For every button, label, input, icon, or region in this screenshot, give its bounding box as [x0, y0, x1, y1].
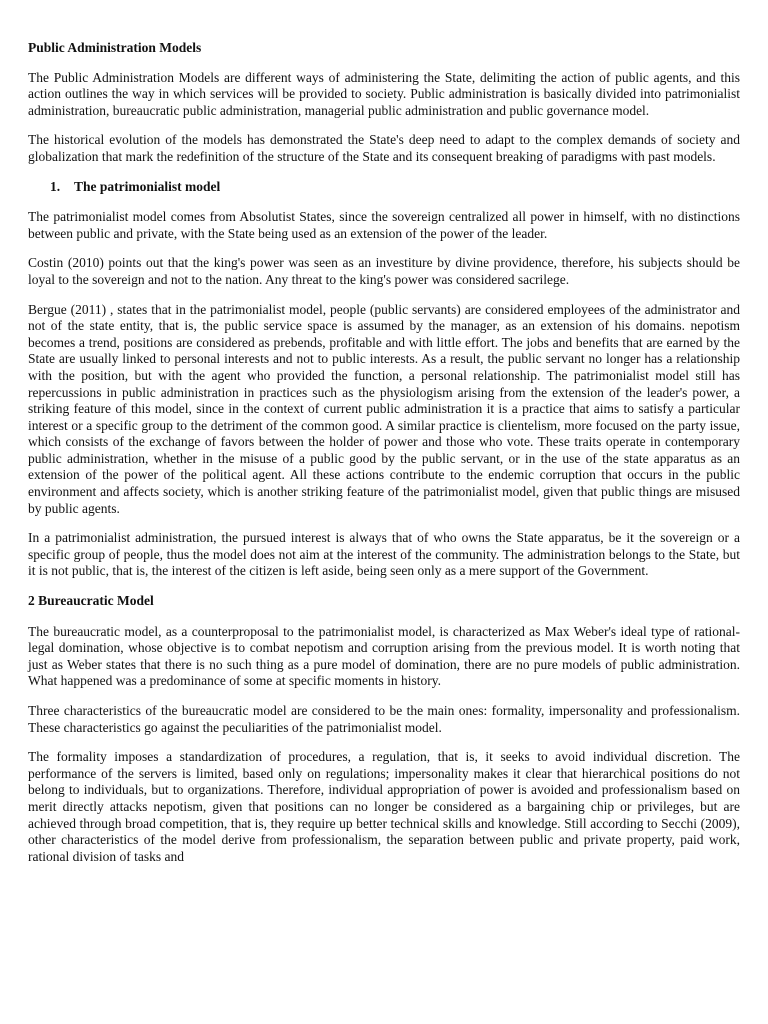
section-2-paragraph-2: Three characteristics of the bureaucratic model are considered to be the main ones: formality, impersonality and professionalism. These characteristics go against the peculiarities of the patrimonialist model. [28, 703, 740, 735]
section-1-heading [28, 179, 740, 196]
page-title: Public Administration Models [28, 40, 202, 55]
section-2-heading: 2 Bureaucratic Model [28, 593, 154, 609]
intro-paragraph-1: The Public Administration Models are different ways of administering the State, delimiting the action of public agents, and this action outlines the way in which services will be provided to society. Public administration is basically divided into patrimonialist administration, bureaucratic public administration, managerial public administration and public governance model. [28, 69, 740, 118]
section-2-paragraph-3: The formality imposes a standardization of procedures, a regulation, that is, it seeks to avoid individual discretion. The performance of the servers is limited, based only on regulations; impersonality makes it clear that hierarchical positions do not belong to individuals, but to organizations. Therefore, individual appropriation of power is avoided and professionalism based on merit directly attacks nepotism, given that positions can no longer be considered as a bargaining chip or privileges, but are achieved through broad competition, that is, they require up better technical skills and knowledge. Still according to Secchi (2009), other characteristics of the model derive from professionalism, the separation between public and private property, paid work, rational division of tasks and [28, 749, 740, 864]
section-2-paragraph-1: The bureaucratic model, as a counterproposal to the patrimonialist model, is characterized as Max Weber's ideal type of rational-legal domination, whose objective is to combat nepotism and corruption arising from the previous model. It is worth noting that just as Weber states that there is no such thing as a pure model of domination, there are no pure models of public administration. What happened was a predominance of some at specific moments in history. [28, 623, 740, 689]
section-1-paragraph-3: Bergue (2011) , states that in the patrimonialist model, people (public servants) are considered employees of the administrator and not of the state entity, that is, the public service space is assumed by the manager, as an extension of his domains. nepotism becomes a trend, positions are considered as prebends, profitable and with little effort. The jobs and benefits that are earned by the State are usually linked to personal interests and not to public interests. As a result, the public servant no longer has a relationship with the position, but with the agent who provided the function, a personal relationship. The patrimonialist model still has repercussions in public administration in practices such as the physiologism arising from the extension of the leader's power, a striking feature of this model, since in the context of current public administration it is a practice that aims to satisfy a particular interest or a specific group to the detriment of the common good. A similar practice is clientelism, more focused on the party issue, which consists of the exchange of favors between the holder of power and those who vote. These traits operate in contemporary public administration, whether in the misuse of a public good by the public servant, or in the use of the state apparatus as an extension of the power of the political agent. All these actions contribute to the endemic corruption that occurs in the public environment and affects society, which is another striking feature of the patrimonialist model, given that public things are misused by public agents. [28, 301, 740, 516]
section-1-paragraph-2: Costin (2010) points out that the king's power was seen as an investiture by divine providence, therefore, his subjects should be loyal to the sovereign and not to the nation. Any threat to the king's power was considered sacrilege. [28, 255, 740, 287]
section-1-title: The patrimonialist model [74, 178, 221, 194]
section-1-number: 1. [50, 178, 61, 194]
intro-paragraph-2: The historical evolution of the models has demonstrated the State's deep need to adapt to the complex demands of society and globalization that mark the redefinition of the structure of the State and its consequent breaking of paradigms with past models. [28, 132, 740, 164]
section-1-paragraph-1: The patrimonialist model comes from Absolutist States, since the sovereign centralized all power in himself, with no distinctions between public and private, with the State being used as an extension of the power of the leader. [28, 209, 740, 241]
section-1-paragraph-4: In a patrimonialist administration, the pursued interest is always that of who owns the State apparatus, be it the sovereign or a specific group of people, thus the model does not aim at the interest of the community. The administration belongs to the State, but it is not public, that is, the interest of the citizen is left aside, being seen only as a mere support of the Government. [28, 530, 740, 579]
